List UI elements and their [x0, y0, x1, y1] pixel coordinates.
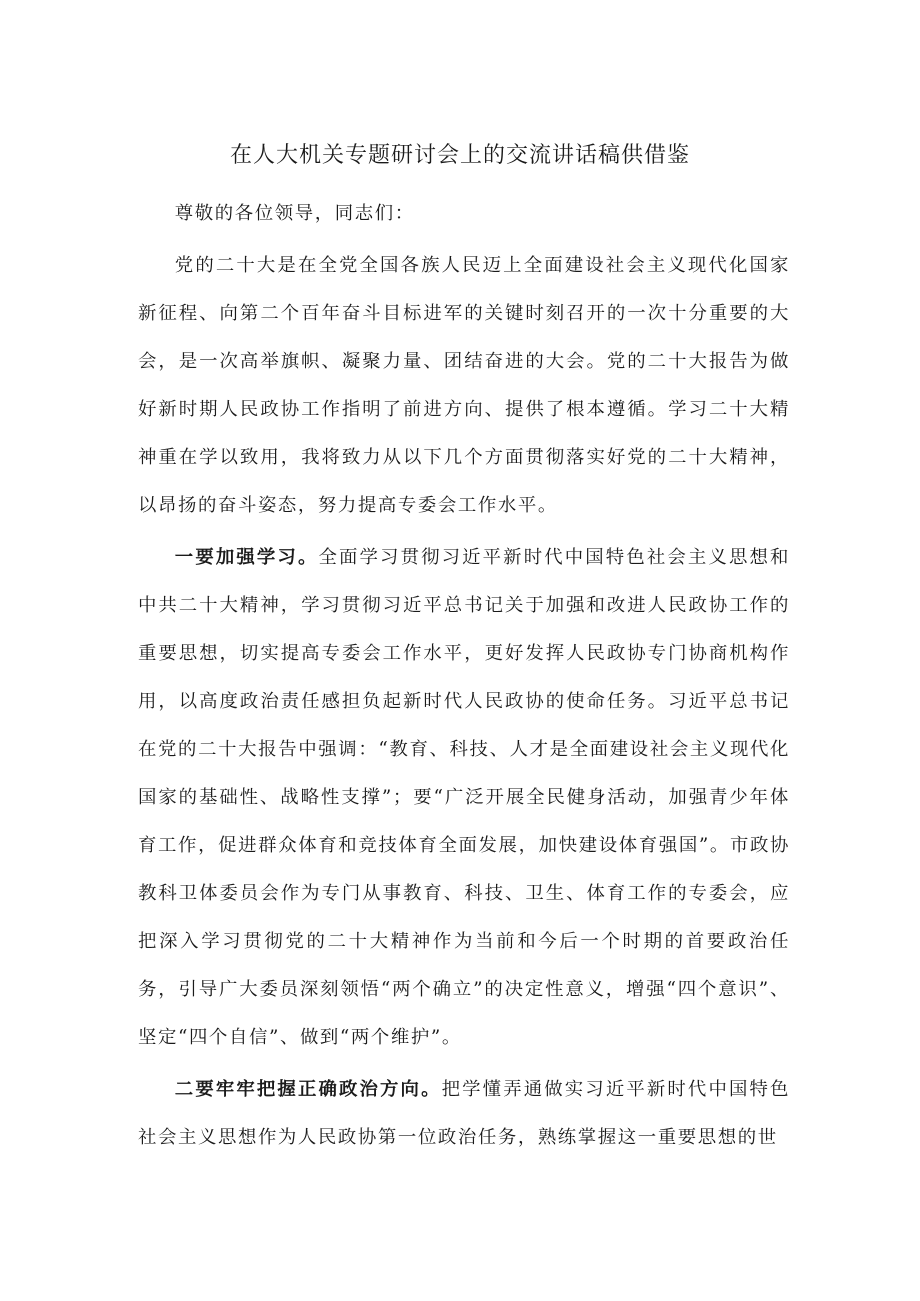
section-2-text: 把学懂弄通做实习近平新时代中国特色社会主义思想作为人民政协第一位政治任务，熟练掌握这一重要思想的世: [138, 1079, 791, 1148]
document-title: 在人大机关专题研讨会上的交流讲话稿供借鉴: [229, 143, 690, 168]
intro-paragraph: 党的二十大是在全党全国各族人民迈上全面建设社会主义现代化国家新征程、向第二个百年奋斗目标进军的关键时刻召开的一次十分重要的大会，是一次高举旗帜、凝聚力量、团结奋进的大会。党的二十大报告为做好新时期人民政协工作指明了前进方向、提供了根本遵循。学习二十大精神重在学以致用，我将致力从以下几个方面贯彻落实好党的二十大精神，以昂扬的奋斗姿态，努力提高专委会工作水平。: [138, 255, 790, 516]
document-body: [138, 190, 790, 1162]
salutation: 尊敬的各位领导，同志们：: [174, 203, 415, 224]
section-1-heading: 一要加强学习。: [174, 547, 319, 568]
section-2-paragraph: [138, 1066, 790, 1162]
section-2-heading: 二要牢牢把握正确政治方向。: [174, 1079, 442, 1100]
section-1-paragraph: [138, 534, 790, 1062]
section-1-text: 全面学习贯彻习近平新时代中国特色社会主义思想和中共二十大精神，学习贯彻习近平总书记关于加强和改进人民政协工作的重要思想，切实提高专委会工作水平，更好发挥人民政协专门协商机构作用，以高度政治责任感担负起新时代人民政协的使命任务。习近平总书记在党的二十大报告中强调：“教育、科技、人才是全面建设社会主义现代化国家的基础性、战略性支撑”；要“广泛开展全民健身活动，加强青少年体育工作，促进群众体育和竞技体育全面发展，加快建设体育强国”。市政协教科卫体委员会作为专门从事教育、科技、卫生、体育工作的专委会，应把深入学习贯彻党的二十大精神作为当前和今后一个时期的首要政治任务，引导广大委员深刻领悟“两个确立”的决定性意义，增强“四个意识”、坚定“四个自信”、做到“两个维护”。: [138, 547, 790, 1048]
